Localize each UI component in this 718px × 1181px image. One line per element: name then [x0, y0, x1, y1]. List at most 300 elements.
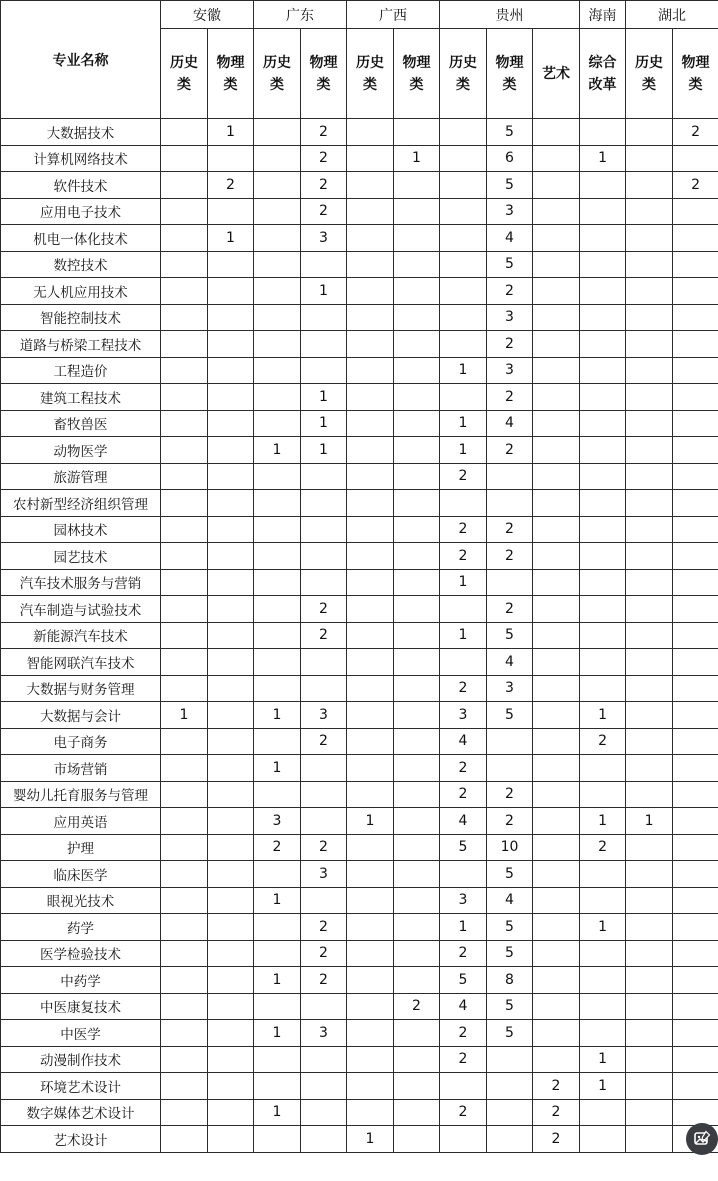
quota-cell [533, 808, 580, 835]
quota-cell [161, 198, 208, 225]
quota-cell [301, 357, 347, 384]
quota-cell [301, 490, 347, 517]
table-row [1, 357, 718, 384]
quota-cell: 2 [301, 596, 347, 623]
quota-cell [626, 569, 673, 596]
quota-cell: 1 [254, 437, 301, 464]
image-edit-button[interactable] [686, 1123, 718, 1155]
quota-cell [673, 993, 718, 1020]
quota-cell [301, 649, 347, 676]
quota-cell: 5 [487, 622, 533, 649]
quota-cell [254, 993, 301, 1020]
major-name-cell: 大数据与会计 [1, 702, 161, 729]
quota-cell [533, 251, 580, 278]
subject-header-label: 物理类 [216, 54, 245, 93]
subject-header [487, 29, 533, 119]
province-header: 贵州 [440, 1, 580, 29]
major-name-cell: 艺术设计 [1, 1126, 161, 1153]
quota-cell [161, 622, 208, 649]
quota-cell [301, 808, 347, 835]
quota-cell [254, 357, 301, 384]
quota-cell [347, 993, 394, 1020]
quota-cell [533, 967, 580, 994]
quota-cell [208, 251, 254, 278]
quota-cell [533, 172, 580, 199]
quota-cell [254, 728, 301, 755]
quota-cell: 2 [440, 516, 487, 543]
quota-cell: 2 [301, 967, 347, 994]
quota-cell [533, 755, 580, 782]
quota-cell [673, 861, 718, 888]
quota-cell: 2 [673, 172, 718, 199]
major-name-cell: 汽车制造与试验技术 [1, 596, 161, 623]
subject-header [440, 29, 487, 119]
table-row [1, 702, 718, 729]
table-row [1, 225, 718, 252]
quota-cell [394, 808, 440, 835]
quota-cell [533, 728, 580, 755]
major-name-cell: 旅游管理 [1, 463, 161, 490]
quota-cell [626, 331, 673, 358]
quota-cell [533, 198, 580, 225]
quota-cell [161, 1099, 208, 1126]
quota-cell [347, 914, 394, 941]
table-row [1, 516, 718, 543]
quota-cell [626, 437, 673, 464]
table-row [1, 675, 718, 702]
quota-cell [394, 304, 440, 331]
quota-cell [208, 1073, 254, 1100]
quota-cell: 1 [440, 569, 487, 596]
quota-cell [533, 649, 580, 676]
quota-cell [440, 331, 487, 358]
major-name-cell: 汽车技术服务与营销 [1, 569, 161, 596]
quota-cell: 2 [673, 119, 718, 146]
quota-cell [161, 940, 208, 967]
quota-cell [626, 1099, 673, 1126]
quota-cell [301, 331, 347, 358]
major-name-cell: 动物医学 [1, 437, 161, 464]
quota-cell [533, 145, 580, 172]
quota-cell [533, 781, 580, 808]
quota-cell [347, 781, 394, 808]
quota-cell: 1 [580, 1073, 626, 1100]
quota-cell [580, 1020, 626, 1047]
quota-cell [580, 675, 626, 702]
quota-cell [580, 861, 626, 888]
quota-cell [254, 278, 301, 305]
quota-cell [673, 410, 718, 437]
quota-cell [533, 861, 580, 888]
quota-cell [208, 993, 254, 1020]
quota-cell: 4 [440, 993, 487, 1020]
quota-cell [301, 569, 347, 596]
quota-cell: 3 [301, 1020, 347, 1047]
quota-cell [301, 1073, 347, 1100]
quota-cell: 1 [301, 437, 347, 464]
quota-cell [394, 490, 440, 517]
quota-cell: 2 [440, 675, 487, 702]
table-row [1, 781, 718, 808]
quota-cell [394, 834, 440, 861]
quota-cell [347, 834, 394, 861]
quota-cell [394, 172, 440, 199]
table-row [1, 119, 718, 146]
quota-cell: 3 [301, 225, 347, 252]
quota-cell [440, 649, 487, 676]
quota-cell [626, 702, 673, 729]
table-row [1, 808, 718, 835]
quota-cell: 3 [440, 702, 487, 729]
quota-cell [673, 940, 718, 967]
quota-cell [347, 331, 394, 358]
major-name-cell: 园艺技术 [1, 543, 161, 570]
quota-cell [347, 145, 394, 172]
quota-cell [580, 119, 626, 146]
quota-cell [347, 675, 394, 702]
quota-cell [626, 516, 673, 543]
quota-cell [161, 914, 208, 941]
quota-cell [673, 781, 718, 808]
quota-cell [161, 304, 208, 331]
quota-cell [533, 596, 580, 623]
quota-cell [161, 1073, 208, 1100]
quota-cell [394, 596, 440, 623]
quota-cell [673, 543, 718, 570]
quota-cell [580, 198, 626, 225]
quota-cell [580, 781, 626, 808]
quota-cell [394, 702, 440, 729]
quota-cell [161, 808, 208, 835]
quota-cell: 2 [301, 145, 347, 172]
quota-cell: 5 [487, 119, 533, 146]
quota-cell [301, 1126, 347, 1153]
quota-cell [440, 384, 487, 411]
quota-cell [487, 569, 533, 596]
quota-cell [394, 357, 440, 384]
quota-cell [580, 940, 626, 967]
quota-cell [580, 410, 626, 437]
major-name-cell: 市场营销 [1, 755, 161, 782]
quota-cell [394, 1046, 440, 1073]
subject-header-label: 历史类 [263, 54, 291, 93]
quota-cell: 5 [487, 172, 533, 199]
quota-cell [208, 278, 254, 305]
quota-cell: 1 [254, 1020, 301, 1047]
quota-cell [626, 225, 673, 252]
quota-cell: 2 [301, 940, 347, 967]
quota-cell [208, 1099, 254, 1126]
quota-cell [347, 596, 394, 623]
table-row [1, 490, 718, 517]
image-edit-icon [693, 1130, 711, 1148]
quota-cell [533, 304, 580, 331]
quota-cell [440, 251, 487, 278]
quota-cell [347, 384, 394, 411]
major-name-cell: 数字媒体艺术设计 [1, 1099, 161, 1126]
table-row [1, 145, 718, 172]
quota-cell [161, 463, 208, 490]
quota-cell: 2 [487, 543, 533, 570]
quota-cell [161, 516, 208, 543]
quota-cell [394, 251, 440, 278]
quota-cell [301, 251, 347, 278]
quota-cell [440, 278, 487, 305]
quota-cell [254, 940, 301, 967]
quota-cell: 1 [580, 1046, 626, 1073]
quota-cell: 2 [208, 172, 254, 199]
subject-header [394, 29, 440, 119]
major-name-cell: 新能源汽车技术 [1, 622, 161, 649]
quota-cell: 5 [487, 702, 533, 729]
quota-cell: 2 [533, 1099, 580, 1126]
quota-cell [208, 781, 254, 808]
quota-cell: 1 [440, 914, 487, 941]
major-name-cell: 护理 [1, 834, 161, 861]
quota-cell [254, 622, 301, 649]
quota-cell [533, 384, 580, 411]
quota-cell: 2 [440, 463, 487, 490]
quota-cell: 1 [394, 145, 440, 172]
major-name-cell: 数控技术 [1, 251, 161, 278]
major-name-cell: 中医学 [1, 1020, 161, 1047]
table-row [1, 914, 718, 941]
quota-cell [673, 437, 718, 464]
quota-cell [161, 993, 208, 1020]
quota-cell [301, 755, 347, 782]
quota-cell [394, 384, 440, 411]
subject-header [347, 29, 394, 119]
quota-cell [440, 119, 487, 146]
quota-cell [347, 887, 394, 914]
table-row [1, 543, 718, 570]
quota-cell [533, 993, 580, 1020]
quota-cell [301, 993, 347, 1020]
quota-cell [208, 543, 254, 570]
quota-cell [626, 1046, 673, 1073]
quota-cell [394, 1020, 440, 1047]
quota-cell: 3 [440, 887, 487, 914]
quota-cell [673, 463, 718, 490]
quota-cell [487, 1073, 533, 1100]
quota-cell [347, 225, 394, 252]
quota-cell [626, 1020, 673, 1047]
quota-cell [347, 463, 394, 490]
table-body [1, 119, 718, 1153]
quota-cell [626, 278, 673, 305]
major-name-cell: 建筑工程技术 [1, 384, 161, 411]
quota-cell [394, 1126, 440, 1153]
quota-cell [254, 1126, 301, 1153]
quota-cell: 1 [580, 702, 626, 729]
quota-cell: 2 [487, 596, 533, 623]
quota-cell: 2 [301, 119, 347, 146]
quota-cell [580, 755, 626, 782]
quota-cell [626, 251, 673, 278]
quota-cell [626, 119, 673, 146]
quota-cell: 6 [487, 145, 533, 172]
quota-cell [208, 1020, 254, 1047]
table-row [1, 622, 718, 649]
major-name-cell: 大数据与财务管理 [1, 675, 161, 702]
quota-cell [673, 1046, 718, 1073]
quota-cell: 2 [487, 516, 533, 543]
quota-cell: 2 [440, 1020, 487, 1047]
major-name-cell: 药学 [1, 914, 161, 941]
quota-cell [347, 516, 394, 543]
major-name-cell: 园林技术 [1, 516, 161, 543]
quota-cell [673, 834, 718, 861]
quota-cell: 2 [487, 331, 533, 358]
quota-cell: 2 [301, 172, 347, 199]
quota-cell [580, 304, 626, 331]
quota-cell [208, 304, 254, 331]
table-row [1, 384, 718, 411]
quota-cell [208, 384, 254, 411]
quota-cell [440, 596, 487, 623]
quota-cell [626, 781, 673, 808]
subject-header-label: 物理类 [495, 54, 524, 93]
major-name-cell: 医学检验技术 [1, 940, 161, 967]
quota-cell [626, 463, 673, 490]
quota-cell [626, 887, 673, 914]
quota-cell [394, 1073, 440, 1100]
quota-cell [673, 728, 718, 755]
quota-cell [626, 490, 673, 517]
quota-cell [394, 516, 440, 543]
quota-cell [161, 1020, 208, 1047]
subject-header-label: 历史类 [635, 54, 664, 93]
quota-cell [533, 331, 580, 358]
quota-cell [161, 251, 208, 278]
quota-cell [673, 596, 718, 623]
quota-cell [208, 437, 254, 464]
quota-cell [673, 331, 718, 358]
quota-cell [208, 516, 254, 543]
quota-cell [254, 304, 301, 331]
quota-cell [254, 569, 301, 596]
quota-cell [254, 543, 301, 570]
quota-cell [626, 834, 673, 861]
subject-header [533, 29, 580, 119]
quota-cell [533, 622, 580, 649]
quota-cell [394, 940, 440, 967]
quota-cell: 2 [301, 622, 347, 649]
major-name-cell: 环境艺术设计 [1, 1073, 161, 1100]
subject-header-label: 历史类 [356, 54, 384, 93]
table-row [1, 649, 718, 676]
quota-cell: 2 [301, 198, 347, 225]
quota-cell [208, 410, 254, 437]
quota-cell [487, 1099, 533, 1126]
quota-cell [440, 1073, 487, 1100]
quota-cell: 1 [161, 702, 208, 729]
quota-cell [673, 755, 718, 782]
quota-cell [487, 728, 533, 755]
quota-cell: 2 [533, 1126, 580, 1153]
quota-cell: 3 [487, 357, 533, 384]
province-header: 广东 [254, 1, 347, 29]
quota-cell [394, 649, 440, 676]
major-name-cell: 智能网联汽车技术 [1, 649, 161, 676]
quota-cell [208, 357, 254, 384]
quota-cell: 2 [580, 728, 626, 755]
major-name-cell: 机电一体化技术 [1, 225, 161, 252]
quota-cell: 1 [254, 887, 301, 914]
quota-cell [254, 119, 301, 146]
quota-cell [394, 543, 440, 570]
quota-cell: 4 [487, 887, 533, 914]
quota-cell [394, 728, 440, 755]
quota-cell [440, 861, 487, 888]
quota-cell [208, 1126, 254, 1153]
quota-cell [208, 1046, 254, 1073]
quota-cell [673, 304, 718, 331]
table-row [1, 278, 718, 305]
subject-header [301, 29, 347, 119]
quota-cell [301, 304, 347, 331]
quota-cell [254, 596, 301, 623]
quota-cell [394, 410, 440, 437]
quota-cell [440, 172, 487, 199]
quota-cell [673, 145, 718, 172]
quota-cell: 5 [487, 1020, 533, 1047]
quota-cell [208, 834, 254, 861]
quota-cell [394, 675, 440, 702]
quota-cell [161, 569, 208, 596]
quota-cell [347, 119, 394, 146]
quota-cell [626, 622, 673, 649]
subject-header [626, 29, 673, 119]
quota-cell [161, 861, 208, 888]
quota-cell [580, 516, 626, 543]
quota-cell [580, 543, 626, 570]
quota-cell [580, 331, 626, 358]
quota-cell [533, 119, 580, 146]
quota-cell [161, 145, 208, 172]
quota-cell [626, 304, 673, 331]
quota-cell [394, 622, 440, 649]
quota-cell [580, 278, 626, 305]
quota-cell [580, 1126, 626, 1153]
quota-cell [673, 675, 718, 702]
quota-cell [208, 649, 254, 676]
quota-cell [580, 887, 626, 914]
subject-header [208, 29, 254, 119]
quota-cell [487, 1126, 533, 1153]
quota-cell [533, 278, 580, 305]
quota-cell [626, 596, 673, 623]
quota-cell: 1 [440, 357, 487, 384]
major-name-cell: 软件技术 [1, 172, 161, 199]
quota-cell [394, 914, 440, 941]
quota-cell: 1 [580, 808, 626, 835]
quota-cell: 1 [254, 702, 301, 729]
quota-cell [673, 490, 718, 517]
table-row [1, 940, 718, 967]
table-row [1, 251, 718, 278]
quota-cell [208, 808, 254, 835]
quota-cell: 10 [487, 834, 533, 861]
quota-cell [626, 1073, 673, 1100]
quota-cell [161, 278, 208, 305]
quota-cell [626, 993, 673, 1020]
quota-cell [347, 702, 394, 729]
quota-cell [254, 781, 301, 808]
quota-cell: 2 [440, 755, 487, 782]
quota-cell [208, 940, 254, 967]
quota-cell [161, 728, 208, 755]
